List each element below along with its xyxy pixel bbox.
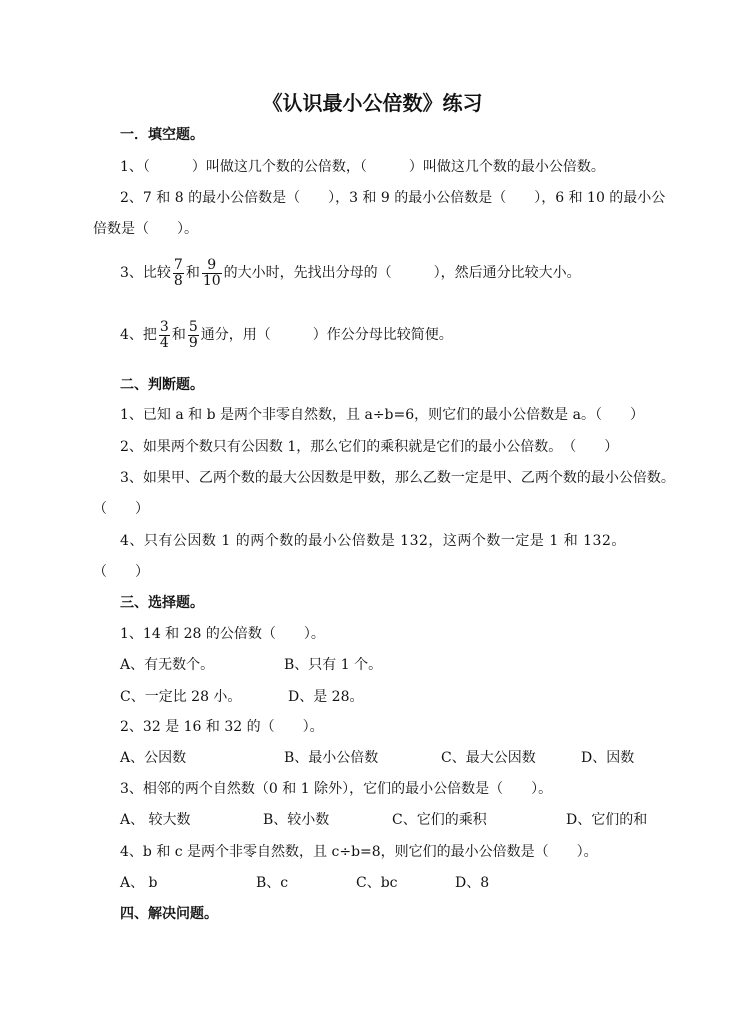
choice-3-option-b: B、较小数 xyxy=(263,812,330,828)
choice-question-3: 3、相邻的两个自然数（0 和 1 除外），它们的最小公倍数是（ ）。 xyxy=(120,781,553,797)
choice-1-option-d: D、是 28。 xyxy=(288,689,364,705)
choice-2-option-b: B、最小公倍数 xyxy=(284,750,379,766)
choice-4-option-b: B、c xyxy=(256,875,289,891)
choice-3-option-d: D、它们的和 xyxy=(566,812,648,828)
section-choice-heading: 三、选择题。 xyxy=(120,595,204,611)
q4-suffix: 通分，用（ ）作公分母比较简便。 xyxy=(200,327,453,343)
choice-question-2: 2、32 是 16 和 32 的（ ）。 xyxy=(120,719,324,735)
fraction-numerator: 5 xyxy=(188,318,198,335)
choice-2-option-d: D、因数 xyxy=(581,750,635,766)
choice-1-option-a: A、有无数个。 xyxy=(120,657,215,673)
fraction-denominator: 9 xyxy=(188,334,198,351)
choice-2-option-a: A、公因数 xyxy=(120,750,187,766)
fraction-numerator: 3 xyxy=(159,318,169,335)
fraction-5-9 xyxy=(188,320,199,351)
q4-and: 和 xyxy=(171,327,186,343)
fill-question-2-line1: 2、7 和 8 的最小公倍数是（ ），3 和 9 的最小公倍数是（ ），6 和 10 的最小公 xyxy=(120,190,666,206)
fraction-9-10 xyxy=(202,258,222,289)
choice-4-option-a: A、 b xyxy=(120,875,158,891)
judge-question-4-line1: 4、只有公因数 1 的两个数的最小公倍数是 132，这两个数一定是 1 和 132。 xyxy=(120,533,626,549)
choice-3-option-a: A、 较大数 xyxy=(120,812,191,828)
fill-question-3 xyxy=(120,256,581,290)
fraction-denominator: 8 xyxy=(173,272,183,289)
judge-question-3-line2: （ ） xyxy=(93,501,149,517)
judge-question-3-line1: 3、如果甲、乙两个数的最大公因数是甲数，那么乙数一定是甲、乙两个数的最小公倍数。 xyxy=(120,470,675,486)
fraction-denominator: 10 xyxy=(202,272,221,289)
fraction-numerator: 7 xyxy=(173,256,183,273)
choice-4-option-c: C、bc xyxy=(356,875,398,891)
judge-question-2: 2、如果两个数只有公因数 1，那么它们的乘积就是它们的最小公倍数。 （ ） xyxy=(120,439,619,455)
section-judge-heading: 二、判断题。 xyxy=(120,377,204,393)
fill-question-1: 1、（ ）叫做这几个数的公倍数，（ ）叫做这几个数的最小公倍数。 xyxy=(120,159,605,175)
fill-question-4 xyxy=(120,318,453,352)
q4-prefix: 4、把 xyxy=(120,327,157,343)
judge-question-4-line2: （ ） xyxy=(93,564,149,580)
choice-1-option-c: C、一定比 28 小。 xyxy=(120,689,242,705)
choice-4-option-d: D、8 xyxy=(455,875,490,891)
fraction-3-4 xyxy=(159,320,170,351)
q3-and: 和 xyxy=(185,265,200,281)
q3-prefix: 3、比较 xyxy=(120,265,171,281)
fraction-numerator: 9 xyxy=(202,258,222,274)
choice-3-option-c: C、它们的乘积 xyxy=(392,812,487,828)
fraction-7-8 xyxy=(173,258,184,289)
choice-question-4: 4、b 和 c 是两个非零自然数，且 c÷b=8，则它们的最小公倍数是（ ）。 xyxy=(120,844,598,860)
judge-question-1: 1、已知 a 和 b 是两个非零自然数，且 a÷b=6，则它们的最小公倍数是 a。（ ） xyxy=(120,407,644,423)
fill-question-2-line2: 倍数是（ ）。 xyxy=(93,221,198,237)
section-solve-heading: 四、解决问题。 xyxy=(120,906,218,922)
page-title: 《认识最小公倍数》练习 xyxy=(262,91,483,115)
q3-suffix: 的大小时，先找出分母的（ ），然后通分比较大小。 xyxy=(223,265,581,281)
choice-1-option-b: B、只有 1 个。 xyxy=(284,657,383,673)
section-fill-blank-heading: 一．填空题。 xyxy=(120,127,204,143)
choice-2-option-c: C、最大公因数 xyxy=(441,750,536,766)
choice-question-1: 1、14 和 28 的公倍数（ ）。 xyxy=(120,626,325,642)
fraction-denominator: 4 xyxy=(159,334,169,351)
